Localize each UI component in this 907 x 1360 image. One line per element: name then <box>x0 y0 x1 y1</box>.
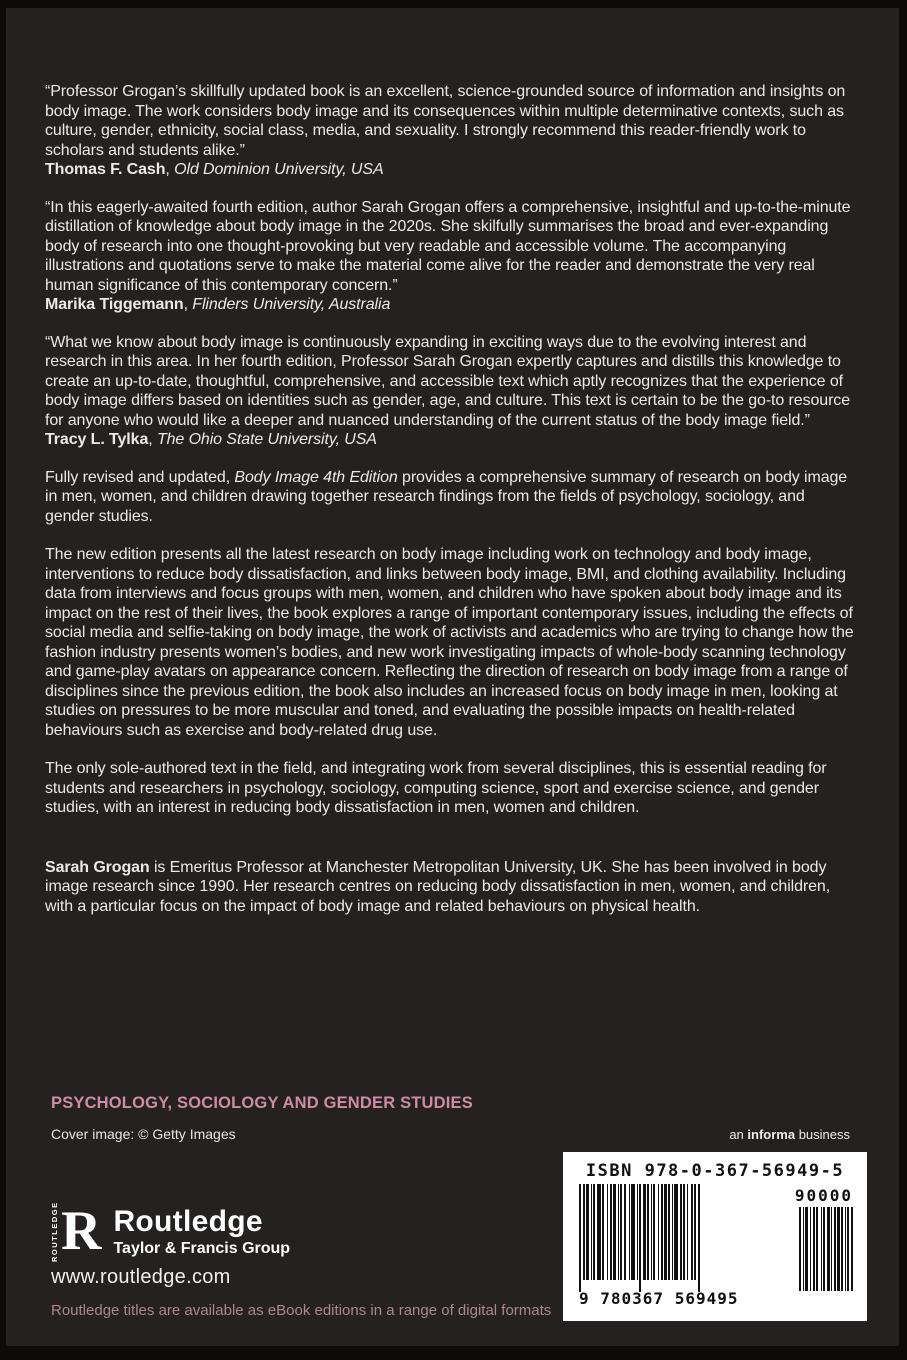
cover-background <box>6 8 899 1346</box>
blurb-paragraph-1 <box>45 468 858 527</box>
back-cover-text <box>45 8 858 916</box>
blurb-paragraph-3: The only sole-authored text in the field, and integrating work from several disciplines, this is essential reading for students and researchers in psychology, sociology, computing science, sport and exercise science, and gender studies, with an interest in reducing body dissatisfaction in men, women and children. <box>45 760 827 816</box>
barcode-row <box>563 1181 867 1308</box>
endorsement-quote: “What we know about body image is continuously expanding in exciting ways due to the evolving interest and research in this area. In her fourth edition, Professor Sarah Grogan expertly captures and distills this knowledge to create an up-to-date, thoughtful, comprehensive, and accessible text which aptly recognizes that the experience of body image differs based on identities such as gender, age, and culture. This text is certain to be the go-to resource for anyone who would like a deeper and nuanced understanding of the current status of the body image field.” <box>45 333 850 429</box>
publisher-wordmark <box>113 1204 290 1258</box>
endorser-name: Tracy L. Tylka <box>45 431 149 448</box>
author-bio <box>45 858 858 917</box>
blurb-text: Fully revised and updated, <box>45 468 235 486</box>
informa-pre: an <box>729 1127 748 1142</box>
informa-post: business <box>795 1127 850 1142</box>
endorser-affiliation: Flinders University, Australia <box>192 296 391 313</box>
publisher-group: Taylor & Francis Group <box>113 1240 291 1257</box>
endorsement-attribution <box>45 295 858 315</box>
routledge-vertical-text: ROUTLEDGE <box>50 1201 59 1262</box>
publisher-website: www.routledge.com <box>51 1266 231 1288</box>
blurb-text: provides a comprehensive summary of research on body image in men, women, and children drawing together research findings from the fields of psychology, sociology, and gender studies. <box>45 468 848 525</box>
endorser-name: Thomas F. Cash <box>45 161 166 178</box>
endorsement-attribution <box>45 430 858 450</box>
book-title: Body Image 4th Edition <box>234 468 398 486</box>
blurb-paragraph-2: The new edition presents all the latest research on body image including work on technology and body image, interventions to reduce body dissatisfaction, and links between body image, BMI, and clothing availability. Including data from interviews and focus groups with men, women, and children who have spoken about body image and its impact on the rest of their lives, the book explores a range of important contemporary issues, including the effects of social media and selfie-taking on body image, the work of activists and academics who are trying to change how the fashion industry presents women’s bodies, and new work investigating impacts of whole-body scanning technology and game-play avatars on appearance concern. Reflecting the direction of research on body image from a range of disciplines since the previous edition, the book also includes an increased focus on body image in men, looking at studies on pressures to be more muscular and toned, and evaluating the possible impacts on health-related behaviours such as exercise and body-related drug use. <box>45 546 854 739</box>
price-addon-barcode <box>765 1184 853 1308</box>
informa-brand: informa <box>747 1127 796 1142</box>
endorsement-quote: “Professor Grogan’s skillfully updated book is an excellent, science-grounded source of information and insights on body image. The work considers body image and its consequences within multiple determinative contexts, such as culture, gender, ethnicity, social class, media, and sexuality. I strongly recommend this reader-friendly work to scholars and students alike.” <box>45 83 846 159</box>
author-bio-text: is Emeritus Professor at Manchester Metropolitan University, UK. She has been involved in body image research since 1990. Her research centres on reducing body dissatisfaction in men, women, and children, with a particular focus on the impact of body image and related behaviours on physical health. <box>45 858 831 915</box>
routledge-logo-icon <box>50 1200 102 1262</box>
endorsement-attribution <box>45 160 858 180</box>
separator: , <box>165 161 175 178</box>
endorser-affiliation: Old Dominion University, USA <box>174 161 384 178</box>
publisher-name: Routledge <box>113 1205 263 1238</box>
routledge-r-glyph: R <box>61 1200 102 1262</box>
addon-barcode-bars <box>765 1207 853 1293</box>
barcode-bars <box>579 1184 761 1286</box>
price-code: 90000 <box>794 1186 853 1205</box>
author-name: Sarah Grogan <box>45 858 150 876</box>
ean-barcode <box>579 1184 761 1308</box>
cover-image-credit: Cover image: © Getty Images <box>51 1126 236 1142</box>
barcode-digits: 9 780367 569495 <box>579 1289 739 1308</box>
endorser-name: Marika Tiggemann <box>45 296 184 313</box>
separator: , <box>148 431 157 448</box>
isbn-barcode-panel <box>563 1152 867 1321</box>
separator: , <box>183 296 193 313</box>
publisher-logo <box>50 1200 291 1262</box>
endorser-affiliation: The Ohio State University, USA <box>156 431 377 448</box>
informa-tagline <box>729 1127 850 1142</box>
ebook-availability-note: Routledge titles are available as eBook editions in a range of digital formats <box>51 1302 552 1319</box>
endorsement-quote: “In this eagerly-awaited fourth edition, author Sarah Grogan offers a comprehensive, insightful and up-to-the-minute distillation of knowledge about body image in the 2020s. She skilfully summarises the broad and ever-expanding body of research into one thought-provoking but very readable and accessible volume. The accompanying illustrations and quotations serve to make the material come alive for the reader and demonstrate the very real human significance of this contemporary concern.” <box>45 198 851 294</box>
subject-category: PSYCHOLOGY, SOCIOLOGY AND GENDER STUDIES <box>51 1093 473 1112</box>
isbn-number: ISBN 978-0-367-56949-5 <box>585 1161 845 1181</box>
